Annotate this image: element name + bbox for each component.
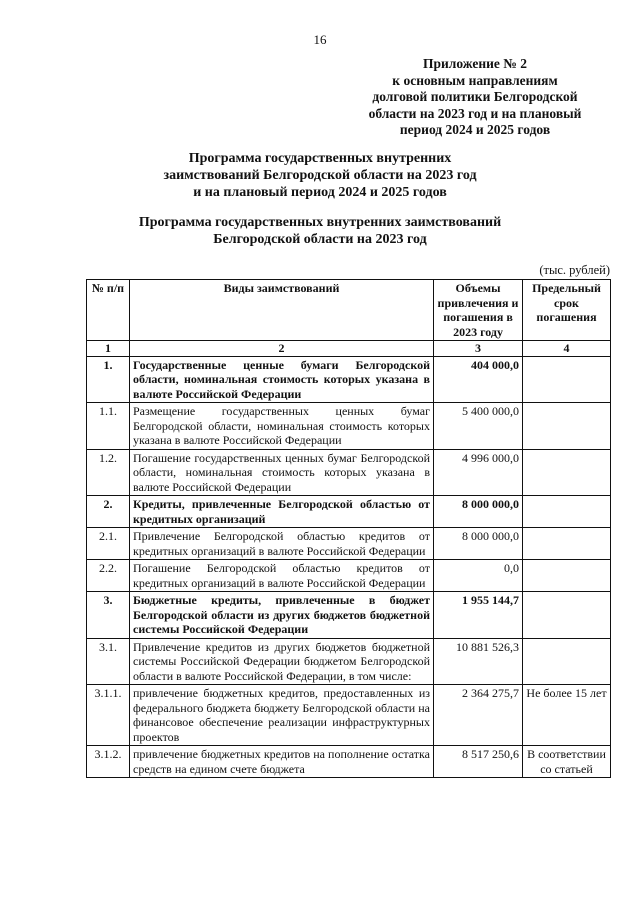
row-number: 1. — [87, 356, 130, 403]
borrowings-table — [86, 279, 611, 778]
column-index-row — [87, 341, 611, 357]
header-term: Предельный срок погашения — [523, 280, 611, 341]
appendix-header — [340, 56, 610, 139]
row-number: 2. — [87, 496, 130, 528]
row-number: 2.2. — [87, 560, 130, 592]
table-body — [87, 356, 611, 778]
row-description: Привлечение кредитов из других бюджетов бюджетной системы Российской Федерации бюджетом Белгородской области в валюте Российской Федерации, в том числе: — [130, 638, 434, 685]
row-amount: 8 517 250,6 — [434, 746, 523, 778]
row-number: 1.2. — [87, 449, 130, 496]
row-description: привлечение бюджетных кредитов, предоставленных из федерального бюджета бюджету Белгородской области на финансовое обеспечение реализации инфраструктурных проектов — [130, 685, 434, 746]
row-description: Привлечение Белгородской областью кредитов от кредитных организаций в валюте Российской Федерации — [130, 528, 434, 560]
table-row — [87, 449, 611, 496]
row-amount: 404 000,0 — [434, 356, 523, 403]
appendix-line: к основным направлениям — [392, 72, 558, 88]
row-amount: 2 364 275,7 — [434, 685, 523, 746]
column-index: 3 — [434, 341, 523, 357]
program-title-line: и на плановый период 2024 и 2025 годов — [193, 185, 447, 200]
column-index: 2 — [130, 341, 434, 357]
row-description: Кредиты, привлеченные Белгородской областью от кредитных организаций — [130, 496, 434, 528]
row-number: 3. — [87, 592, 130, 639]
program-subtitle — [0, 214, 640, 248]
column-index: 1 — [87, 341, 130, 357]
program-title-line: заимствований Белгородской области на 2023 год — [163, 168, 477, 183]
row-description: Государственные ценные бумаги Белгородской области, номинальная стоимость которых указана в валюте Российской Федерации — [130, 356, 434, 403]
table-row — [87, 356, 611, 403]
row-description: Размещение государственных ценных бумаг Белгородской области, номинальная стоимость которых указана в валюте Российской Федерации — [130, 403, 434, 450]
table-row — [87, 746, 611, 778]
row-description: Погашение государственных ценных бумаг Белгородской области, номинальная стоимость которых указана в валюте Российской Федерации — [130, 449, 434, 496]
row-description: Погашение Белгородской областью кредитов от кредитных организаций в валюте Российской Федерации — [130, 560, 434, 592]
row-amount: 5 400 000,0 — [434, 403, 523, 450]
row-term — [523, 638, 611, 685]
row-description: Бюджетные кредиты, привлеченные в бюджет Белгородской области из других бюджетов бюджетной системы Российской Федерации — [130, 592, 434, 639]
row-number: 2.1. — [87, 528, 130, 560]
row-number: 3.1. — [87, 638, 130, 685]
column-index: 4 — [523, 341, 611, 357]
appendix-line: Приложение № 2 — [423, 56, 527, 71]
row-term: В соответствии со статьей — [523, 746, 611, 778]
table-row — [87, 403, 611, 450]
row-number: 1.1. — [87, 403, 130, 450]
header-num: № п/п — [87, 280, 130, 341]
row-term — [523, 560, 611, 592]
units-label: (тыс. рублей) — [539, 263, 610, 277]
row-term — [523, 403, 611, 450]
table-row — [87, 560, 611, 592]
appendix-line: период 2024 и 2025 годов — [399, 122, 551, 137]
row-number: 3.1.2. — [87, 746, 130, 778]
row-term — [523, 496, 611, 528]
program-subtitle-line: Белгородской области на 2023 год — [213, 232, 427, 247]
row-amount: 4 996 000,0 — [434, 449, 523, 496]
row-term — [523, 449, 611, 496]
program-title — [0, 150, 640, 201]
page-number: 16 — [313, 32, 327, 47]
table-row — [87, 528, 611, 560]
header-amount: Объемы привлечения и погашения в 2023 году — [434, 280, 523, 341]
row-term — [523, 592, 611, 639]
row-amount: 0,0 — [434, 560, 523, 592]
row-amount: 10 881 526,3 — [434, 638, 523, 685]
row-term — [523, 356, 611, 403]
row-amount: 8 000 000,0 — [434, 528, 523, 560]
row-description: привлечение бюджетных кредитов на пополнение остатка средств на едином счете бюджета — [130, 746, 434, 778]
row-term: Не более 15 лет — [523, 685, 611, 746]
program-title-line: Программа государственных внутренних — [188, 151, 452, 166]
appendix-line: области на 2023 год и на плановый — [368, 105, 582, 121]
program-subtitle-line: Программа государственных внутренних заимствований — [138, 215, 502, 230]
header-kind: Виды заимствований — [130, 280, 434, 341]
table-row — [87, 685, 611, 746]
table-header-row — [87, 280, 611, 341]
appendix-line: долговой политики Белгородской — [372, 89, 578, 104]
row-number: 3.1.1. — [87, 685, 130, 746]
table-row — [87, 638, 611, 685]
row-amount: 1 955 144,7 — [434, 592, 523, 639]
row-amount: 8 000 000,0 — [434, 496, 523, 528]
table-row — [87, 496, 611, 528]
table-row — [87, 592, 611, 639]
row-term — [523, 528, 611, 560]
